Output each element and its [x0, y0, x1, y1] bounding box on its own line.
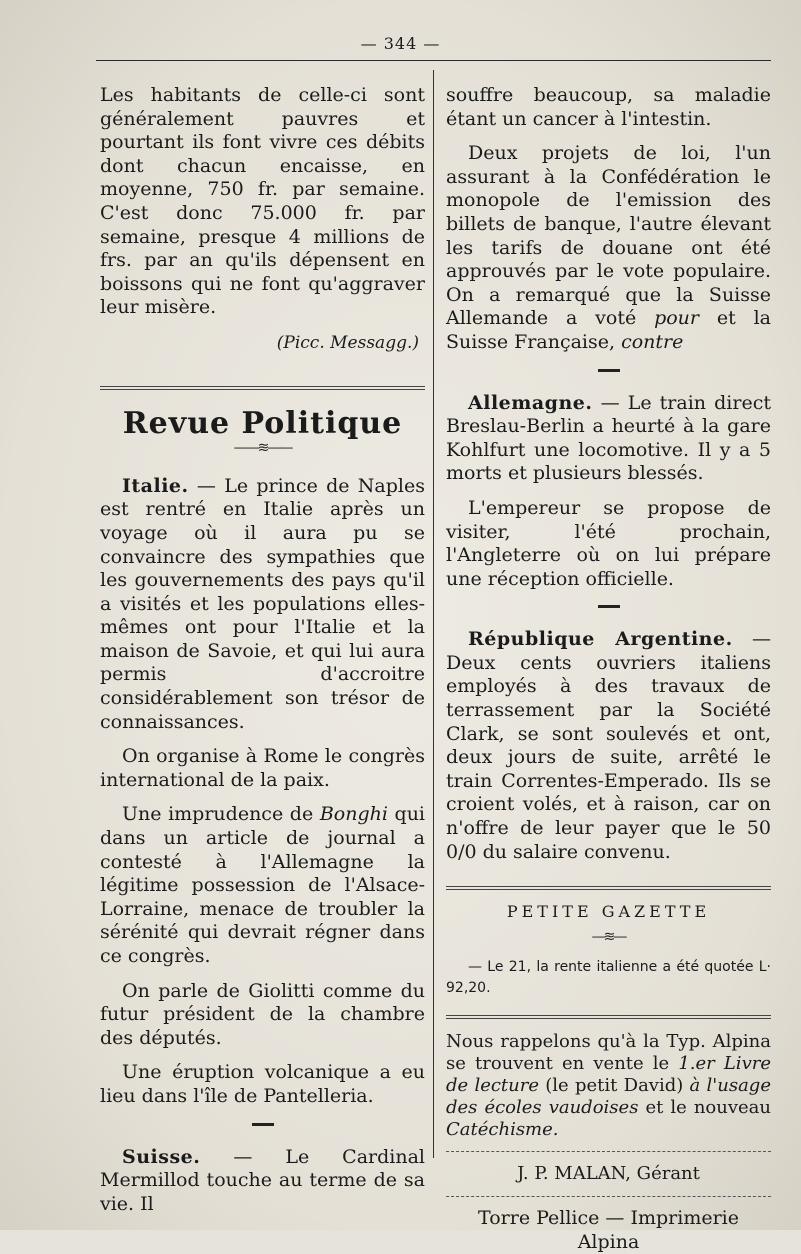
suisse-paragraph [100, 1146, 425, 1217]
italie-paragraph [100, 475, 425, 735]
bonghi-text-a: Une imprudence de [122, 803, 320, 826]
notice-usage: à l'usage des écoles vaudoises [446, 1075, 771, 1119]
pour-word: pour [654, 307, 699, 330]
gazette-item: — Le 21, la rente italienne a été quotée L· 92,20. [446, 959, 771, 997]
bonghi-text-b: qui dans un article de journal a contesté à l'Allemagne la légitime possession de l'Alsace-Lorraine, menace de troubler la sérénité qui devrait régner dans ce congrès. [100, 803, 426, 967]
column-divider [433, 70, 434, 1158]
allemagne-text: — Le train direct Breslau-Berlin a heurté à la gare Kohlfurt une locomotive. Il y a 5 morts et plusieurs blessés. [446, 391, 771, 485]
gazette-rule [446, 886, 771, 890]
argentine-text: — Deux cents ouvriers italiens employés à des travaux de terrassement par la Société Clark, se sont soulevés et ont, deux jours de suite, arrêté le train Correntes-Emperado. Ils se croient volés, et à raison, car on n'offre de leur payer que le 50 0/0 du salaire convenu. [446, 628, 771, 863]
source-citation: (Picc. Messagg.) [276, 332, 419, 353]
giolitti-paragraph: On parle de Giolitti comme du futur président de la chambre des députés. [100, 979, 425, 1049]
separator-dash [598, 369, 620, 372]
paix-paragraph: On organise à Rome le congrès international de la paix. [100, 745, 425, 791]
notice-paragraph [446, 1031, 771, 1141]
allemagne-paragraph [446, 392, 771, 486]
signature: J. P. MALAN, Gérant [517, 1163, 700, 1185]
argentine-paragraph [446, 628, 771, 864]
continuation-paragraph: souffre beaucoup, sa maladie étant un cancer à l'intestin. [446, 84, 771, 130]
ornament: ——≋—— [233, 440, 292, 457]
top-rule [96, 60, 771, 61]
projets-text-b: et la Suisse Française, [446, 307, 771, 353]
page-number: — 344 — [360, 34, 441, 53]
notice-catechisme: Catéchisme. [446, 1119, 559, 1141]
left-column [100, 84, 425, 1216]
empereur-paragraph: L'empereur se propose de visiter, l'été prochain, l'Angleterre où on lui prépare une réception officielle. [446, 496, 771, 590]
suisse-text: — Le Cardinal Mermillod touche au terme de sa vie. Il [100, 1145, 425, 1215]
eruption-paragraph: Une éruption volcanique a eu lieu dans l'île de Pantelleria. [100, 1061, 425, 1107]
wavy-rule [446, 1196, 771, 1197]
italie-text: — Le prince de Naples est rentré en Italie après un voyage où il aura pu se convaincre des sympathies que les gouvernements des pays qu'il a visités et les populations elles-mêmes ont pour l'Italie et la maison de Savoie, et qui lui aura permis d'accroitre considérablement son trésor de connaissances. [100, 474, 425, 733]
bonghi-paragraph [100, 803, 425, 968]
separator-dash [252, 1123, 274, 1126]
section-title: Revue Politique [122, 405, 403, 441]
suisse-label: Suisse. [122, 1145, 201, 1168]
bonghi-name: Bonghi [319, 803, 388, 826]
wavy-rule [446, 1151, 771, 1152]
notice-rule [446, 1015, 771, 1019]
projets-paragraph [446, 142, 771, 354]
argentine-label: République Argentine. [468, 628, 733, 651]
contre-word: contre [621, 330, 684, 353]
gazette-ornament: —≋— [591, 928, 626, 945]
notice-text-a: Nous rappelons qu'à la Typ. Alpina se trouvent en vente le [446, 1031, 771, 1075]
section-rule [100, 386, 425, 390]
right-column [446, 84, 771, 1254]
gazette-title: PETITE GAZETTE [506, 902, 711, 922]
notice-text-b: (le petit David) [539, 1075, 690, 1097]
intro-paragraph: Les habitants de celle-ci sont généralement pauvres et pourtant ils font vivre ces débits dont chacun encaisse, en moyenne, 750 fr. par semaine. C'est donc 75.000 fr. par semaine, presque 4 millions de frs. par an qu'ils dépensent en boissons qui ne font qu'aggraver leur misère. [100, 84, 425, 319]
italie-label: Italie. [122, 474, 189, 497]
separator-dash [598, 605, 620, 608]
imprint: Torre Pellice — Imprimerie Alpina [478, 1207, 739, 1253]
notice-text-d: et le nouveau [638, 1097, 771, 1119]
projets-text-a: Deux projets de loi, l'un assurant à la Confédération le monopole de l'emission des billets de banque, l'autre élevant les tarifs de douane ont été approuvés par le vote populaire. On a remarqué que la Suisse Allemande a voté [446, 142, 771, 330]
allemagne-label: Allemagne. [468, 391, 593, 414]
notice-book: 1.er Livre de lecture [446, 1053, 771, 1097]
